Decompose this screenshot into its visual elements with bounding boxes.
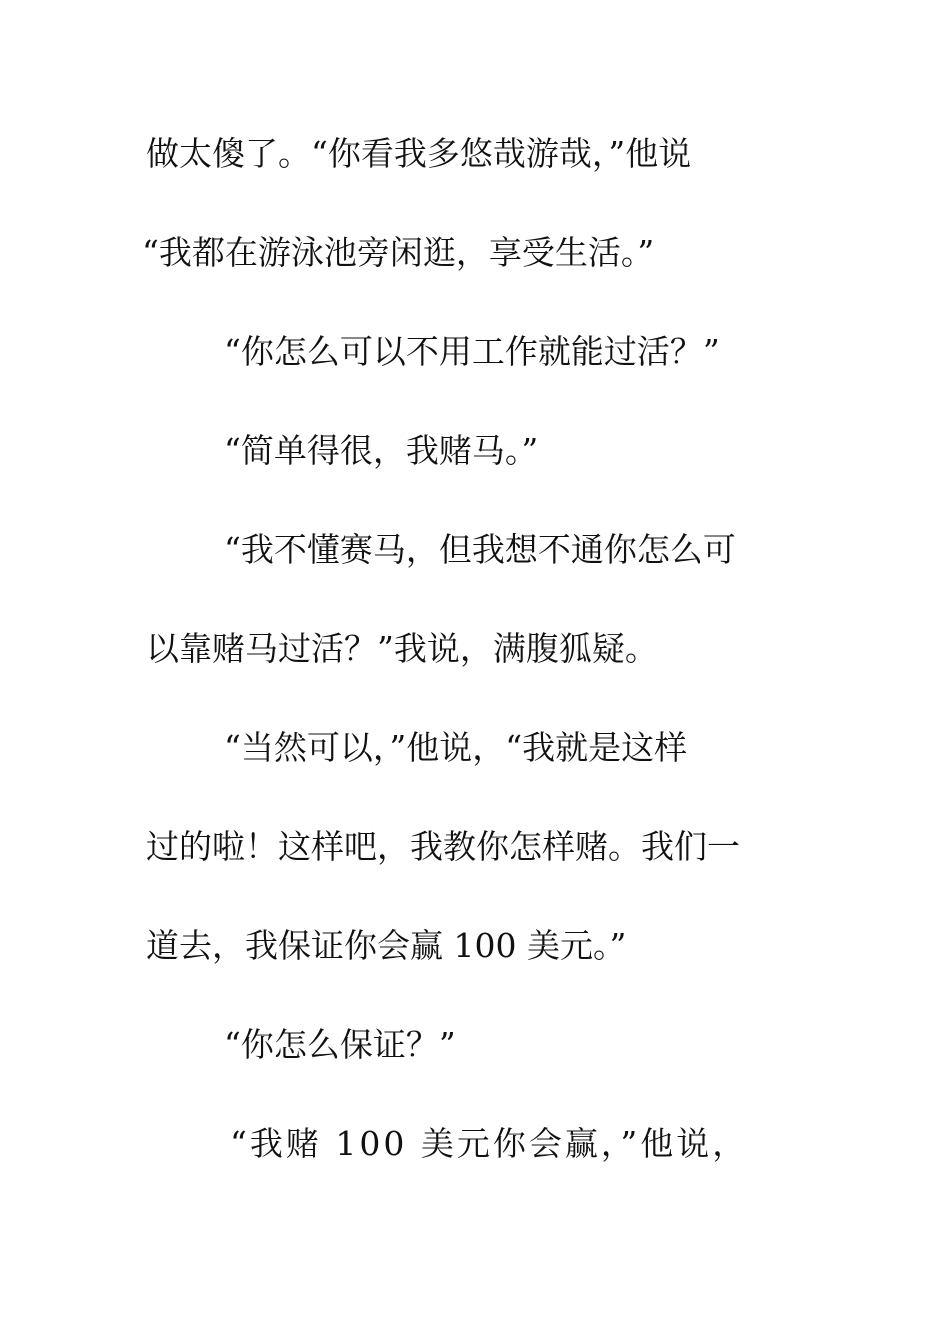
text-line: “我都在游泳池旁闲逛，享受生活。” [142, 233, 655, 272]
text-line: “我赌 100 美元你会赢，”他说， [230, 1124, 749, 1163]
body-text [142, 128, 806, 1217]
text-line: “你怎么保证？” [224, 1025, 456, 1064]
text-line: 以靠赌马过活？”我说，满腹狐疑。 [146, 629, 658, 668]
text-line: “你怎么可以不用工作就能过活？” [224, 332, 720, 371]
text-line: “我不懂赛马，但我想不通你怎么可 [224, 530, 736, 569]
text-line: “简单得很，我赌马。” [224, 431, 539, 470]
text-line: 过的啦！这样吧，我教你怎样赌。我们一 [146, 827, 740, 866]
text-line: 道去，我保证你会赢 100 美元。” [146, 926, 627, 965]
text-line: “当然可以，”他说，“我就是这样 [224, 728, 688, 767]
text-line: 做太傻了。“你看我多悠哉游哉，”他说 [146, 134, 692, 173]
